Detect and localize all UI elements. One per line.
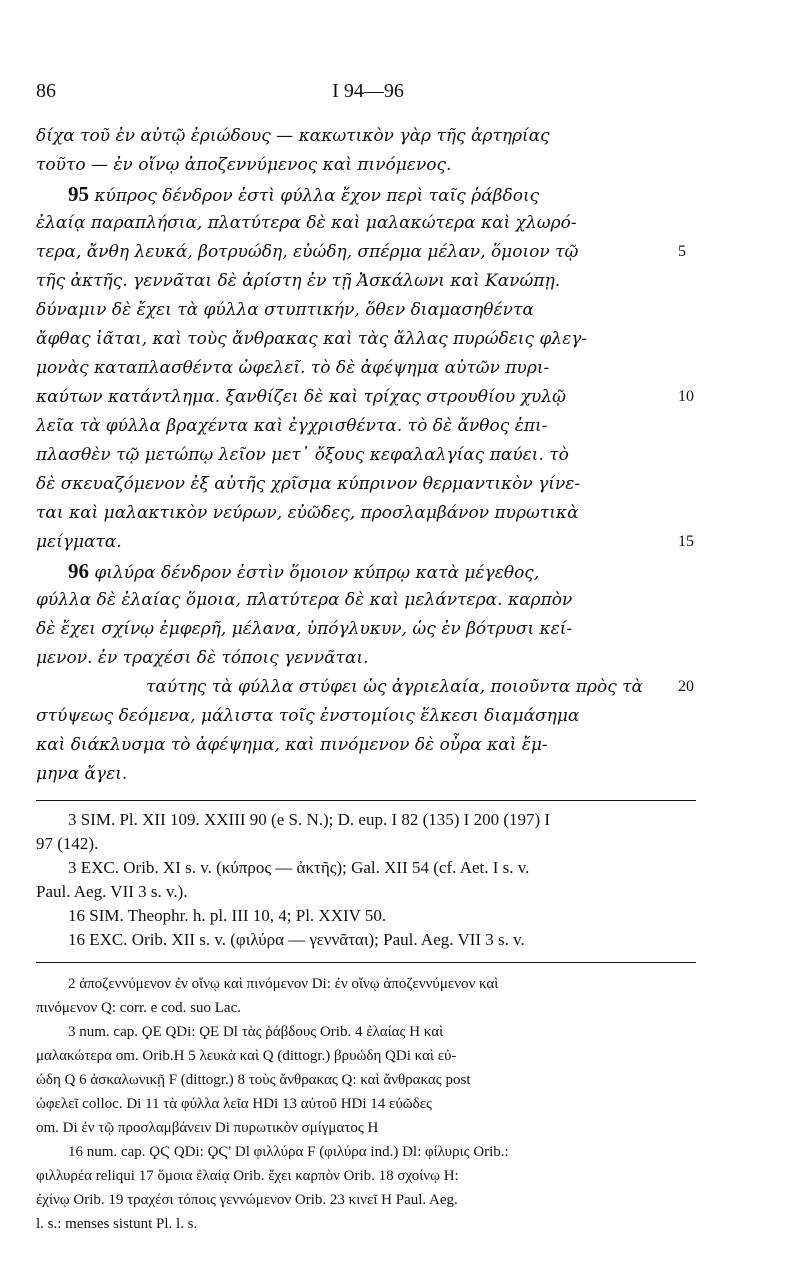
- source-line: 16 EXC. Orib. XII s. v. (φιλύρα — γεννᾶται); Paul. Aeg. VII 3 s. v.: [68, 930, 525, 949]
- text-line: μονὰς καταπλασθέντα ὠφελεῖ. τὸ δὲ ἀφέψημα αὐτῶν πυρι-: [36, 358, 550, 378]
- apparatus-divider: [36, 962, 696, 963]
- text-line: τερα, ἄνθη λευκά, βοτρυώδη, εὐώδη, σπέρμα μέλαν, ὅμοιον τῷ: [36, 242, 579, 262]
- source-line: Paul. Aeg. VII 3 s. v.).: [36, 882, 188, 901]
- text-line: κύπρος δένδρον ἐστὶ φύλλα ἔχον περὶ ταῖς ῥάβδοις: [94, 186, 540, 206]
- line-number-10: 10: [678, 388, 694, 405]
- text-line: δὲ ἔχει σχίνῳ ἐμφερῆ, μέλανα, ὑπόγλυκυν, ὡς ἐν βότρυσι κεί-: [36, 619, 573, 639]
- page-number: 86: [36, 80, 56, 102]
- apparatus-line: ώδη Q 6 ἀσκαλωνικῇ F (dittogr.) 8 τοὺς ἄνθρακας Q: καὶ ἄνθρακας post: [36, 1072, 471, 1088]
- text-line: ται καὶ μαλακτικὸν νεύρων, εὐῶδες, προσλαμβάνον πυρωτικὰ: [36, 503, 579, 523]
- line-number-20: 20: [678, 678, 694, 695]
- text-line: ταύτης τὰ φύλλα στύφει ὡς ἀγριελαία, ποιοῦντα πρὸς τὰ: [146, 677, 644, 697]
- apparatus-line: 3 num. cap. ϘΕ QDi: ϘΕ Dl τὰς ῥάβδους Orib. 4 ἐλαίας H καὶ: [68, 1024, 444, 1040]
- text-line: τῆς ἀκτῆς. γεννᾶται δὲ ἀρίστη ἐν τῇ Ἀσκάλωνι καὶ Κανώπῃ.: [36, 271, 561, 291]
- text-line: καὶ διάκλυσμα τὸ ἀφέψημα, καὶ πινόμενον δὲ οὖρα καὶ ἔμ-: [36, 735, 548, 755]
- text-line: ἐλαίᾳ παραπλήσια, πλατύτερα δὲ καὶ μαλακώτερα καὶ χλωρό-: [36, 213, 577, 233]
- running-head: I 94—96: [332, 80, 404, 102]
- text-line: μείγματα.: [36, 532, 122, 552]
- apparatus-line: πινόμενον Q: corr. e cod. suo Lac.: [36, 1000, 241, 1016]
- text-line: λεῖα τὰ φύλλα βραχέντα καὶ ἐγχρισθέντα. τὸ δὲ ἄνθος ἐπι-: [36, 416, 548, 436]
- section-number-95: 95: [68, 182, 89, 206]
- apparatus-line: 2 ἀποζεννύμενον ἐν οἴνῳ καὶ πινόμενον Di: ἐν οἴνῳ ἀποζεννύμενον καὶ: [68, 976, 499, 992]
- text-line: πλασθὲν τῷ μετώπῳ λεῖον μετ᾽ ὄξους κεφαλαλγίας παύει. τὸ: [36, 445, 569, 465]
- text-line: φιλύρα δένδρον ἐστὶν ὅμοιον κύπρῳ κατὰ μέγεθος,: [94, 563, 540, 583]
- sources-divider: [36, 800, 696, 801]
- section-number-96: 96: [68, 559, 89, 583]
- text-line: τοῦτο — ἐν οἴνῳ ἀποζεννύμενος καὶ πινόμενος.: [36, 155, 452, 175]
- apparatus-line: 16 num. cap. ϘϚ QDi: ϘϚ' Dl φιλλύρα F (φιλύρα ind.) Dl: φίλυρις Orib.:: [68, 1144, 509, 1160]
- apparatus-line: μαλακώτερα om. Orib.H 5 λευκὰ καὶ Q (dittogr.) βρυώδη QDi καὶ εὐ-: [36, 1048, 457, 1064]
- text-line: στύψεως δεόμενα, μάλιστα τοῖς ἐνστομίοις ἕλκεσι διαμάσημα: [36, 706, 580, 726]
- source-line: 97 (142).: [36, 834, 99, 853]
- source-line: 16 SIM. Theophr. h. pl. III 10, 4; Pl. XXIV 50.: [68, 906, 387, 925]
- text-line: φύλλα δὲ ἐλαίας ὅμοια, πλατύτερα δὲ καὶ μελάντερα. καρπὸν: [36, 590, 573, 610]
- text-line: μηνα ἄγει.: [36, 764, 128, 784]
- text-line: δύναμιν δὲ ἔχει τὰ φύλλα στυπτικήν, ὅθεν διαμασηθέντα: [36, 300, 534, 320]
- section-95-first-line: [36, 180, 666, 210]
- apparatus-line: om. Di ἐν τῷ προσλαμβάνειν Di πυρωτικὸν σμίγματος H: [36, 1120, 379, 1136]
- text-line: καύτων κατάντλημα. ξανθίζει δὲ καὶ τρίχας στρουθίου χυλῷ: [36, 387, 566, 407]
- line-number-5: 5: [678, 243, 686, 260]
- line-number-15: 15: [678, 533, 694, 550]
- apparatus-line: φιλλυρέα reliqui 17 ὅμοια ἐλαίᾳ Orib. ἔχει καρπὸν Orib. 18 σχοίνῳ H:: [36, 1168, 459, 1184]
- text-line: μενον. ἐν τραχέσι δὲ τόποις γεννᾶται.: [36, 648, 369, 668]
- page-header: [36, 80, 700, 106]
- apparatus-line: ὠφελεῖ colloc. Di 11 τὰ φύλλα λεῖα HDi 13 αὐτοῦ HDi 14 εὐῶδες: [36, 1096, 432, 1112]
- text-line: δὲ σκευαζόμενον ἐξ αὐτῆς χρῖσμα κύπρινον θερμαντικὸν γίνε-: [36, 474, 581, 494]
- apparatus-line: l. s.: menses sistunt Pl. l. s.: [36, 1216, 198, 1232]
- text-line: δίχα τοῦ ἐν αὐτῷ ἐριώδους — κακωτικὸν γὰρ τῆς ἀρτηρίας: [36, 126, 550, 146]
- apparatus-line: ἐχίνῳ Orib. 19 τραχέσι τόποις γεννώμενον Orib. 23 κινεῖ H Paul. Aeg.: [36, 1192, 458, 1208]
- section-96-first-line: [36, 557, 666, 587]
- source-line: 3 SIM. Pl. XII 109. XXIII 90 (e S. N.); D. eup. I 82 (135) I 200 (197) I: [68, 810, 551, 829]
- source-line: 3 EXC. Orib. XI s. v. (κύπρος — ἀκτῆς); Gal. XII 54 (cf. Aet. I s. v.: [68, 858, 530, 877]
- text-line: ἄφθας ἰᾶται, καὶ τοὺς ἄνθρακας καὶ τὰς ἄλλας πυρώδεις φλεγ-: [36, 329, 588, 349]
